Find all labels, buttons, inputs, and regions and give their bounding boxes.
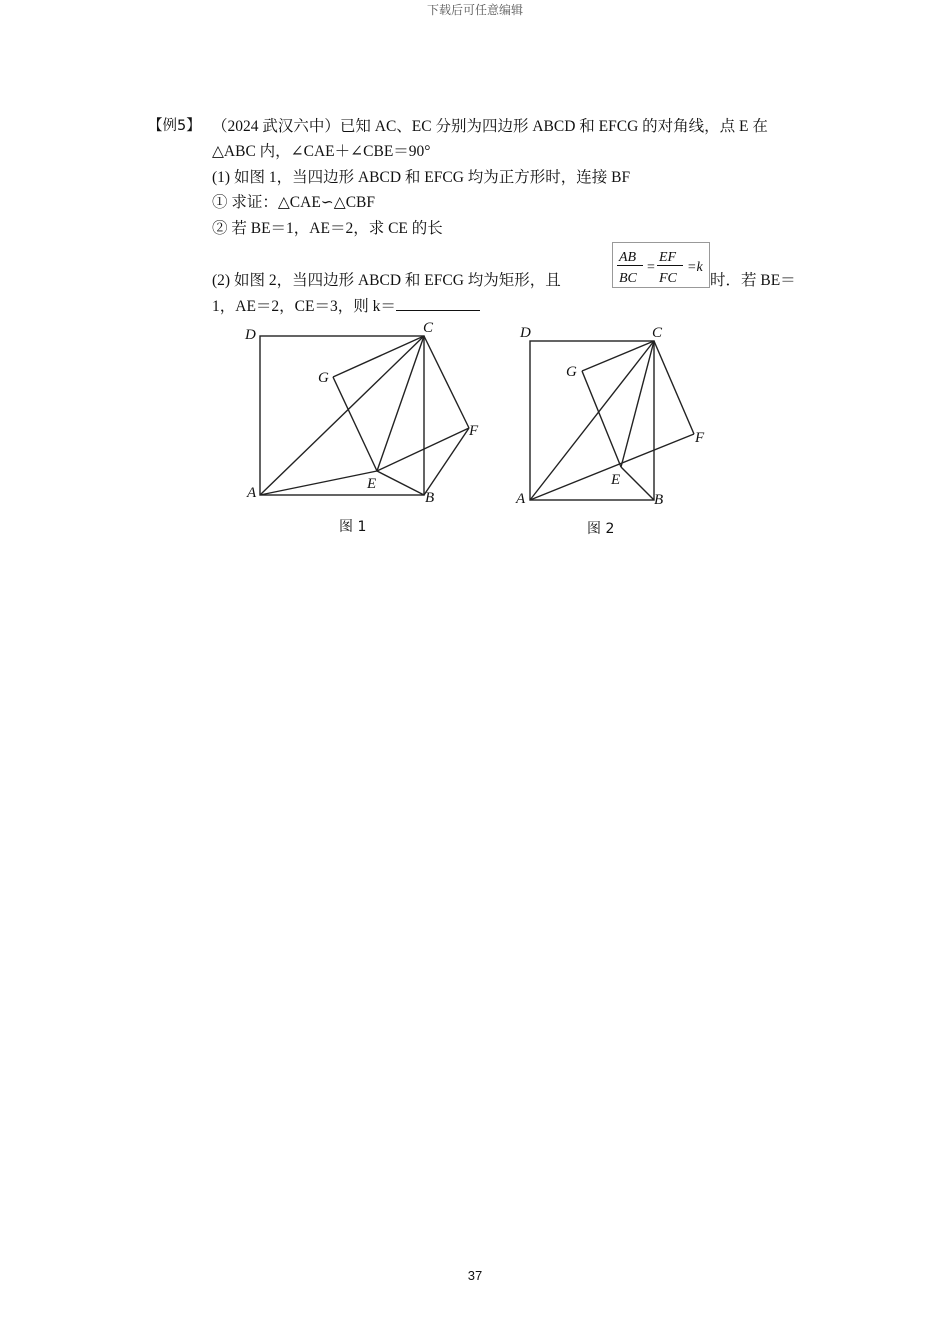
- figure-1-caption: 图 1: [339, 519, 367, 535]
- part2-statement-b: 时．若 BE＝: [710, 272, 796, 289]
- fraction-numerator-1: AB: [619, 250, 637, 265]
- fig2-label-E: E: [611, 472, 621, 488]
- fraction-numerator-2: EF: [659, 250, 677, 265]
- part2-statement-a: (2) 如图 2，当四边形 ABCD 和 EFCG 均为矩形，且: [212, 272, 561, 289]
- problem-line-2: △ABC 内，∠CAE＋∠CBE＝90°: [212, 143, 431, 160]
- fig1-label-B: B: [425, 490, 435, 506]
- fig1-label-D: D: [245, 327, 256, 343]
- equals-k: =k: [687, 260, 703, 275]
- fig1-label-F: F: [469, 423, 479, 439]
- ratio-formula: [612, 242, 710, 288]
- figure-2-diagram: [510, 320, 710, 510]
- fig1-label-E: E: [367, 476, 377, 492]
- fig1-label-A: A: [247, 485, 257, 501]
- figure-2-caption: 图 2: [587, 521, 615, 537]
- answer-blank: [396, 296, 480, 311]
- page-number: 37: [467, 1268, 483, 1283]
- part1-statement: (1) 如图 1，当四边形 ABCD 和 EFCG 均为正方形时，连接 BF: [212, 169, 631, 186]
- fig2-label-D: D: [520, 325, 531, 341]
- part1-question-2: ② 若 BE＝1，AE＝2，求 CE 的长: [212, 220, 443, 237]
- equals-sign-1: =: [647, 260, 655, 275]
- fraction-denominator-2: FC: [659, 271, 677, 286]
- fig1-label-G: G: [318, 370, 329, 386]
- fig2-label-G: G: [566, 364, 577, 380]
- figure-1-diagram: [236, 315, 496, 515]
- part1-question-1: ① 求证：△CAE∽△CBF: [212, 194, 376, 211]
- problem-line-1: （2024 武汉六中）已知 AC、EC 分别为四边形 ABCD 和 EFCG 的对角线，点 E 在: [212, 118, 768, 135]
- fig1-label-C: C: [423, 320, 434, 336]
- fraction-denominator-1: BC: [619, 271, 637, 286]
- page-header: 下载后可任意编辑: [426, 3, 523, 17]
- example-tag: 【例5】: [148, 118, 201, 134]
- fig2-label-B: B: [654, 492, 664, 508]
- part2-question-text: 1，AE＝2，CE＝3，则 k＝: [212, 298, 396, 315]
- fig2-label-A: A: [516, 491, 526, 507]
- fig2-label-C: C: [652, 325, 663, 341]
- fig2-label-F: F: [695, 430, 705, 446]
